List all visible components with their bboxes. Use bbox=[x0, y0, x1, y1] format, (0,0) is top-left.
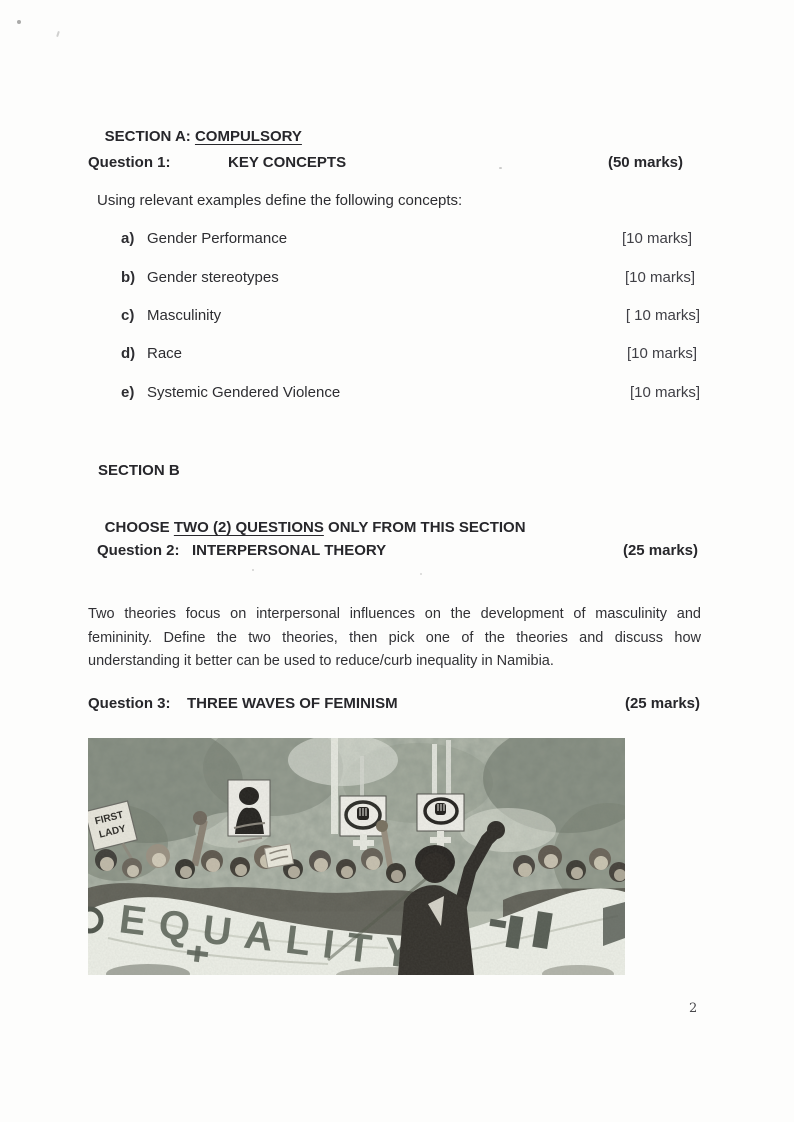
question2-marks: (25 marks) bbox=[622, 542, 698, 559]
scan-speck bbox=[420, 573, 422, 575]
question1-marks: (50 marks) bbox=[607, 154, 683, 171]
question1-label: Question 1: bbox=[88, 154, 171, 171]
question2-body: Two theories focus on interpersonal influences on the development of masculinity and femininity. Define the two theories, then pick one of the theories and discuss how understanding it better can be used to reduce/curb inequality in Namibia. bbox=[88, 606, 701, 669]
instruction-prefix: CHOOSE bbox=[104, 519, 174, 536]
section-a-heading-underlined: COMPULSORY bbox=[194, 128, 302, 145]
question2-title: INTERPERSONAL THEORY bbox=[192, 542, 387, 559]
item-marks: [10 marks] bbox=[621, 230, 692, 247]
protest-photo bbox=[88, 738, 625, 975]
question2-label: Question 2: bbox=[97, 542, 180, 559]
section-a-heading-prefix: SECTION A: bbox=[104, 128, 195, 145]
question3-title: THREE WAVES OF FEMINISM bbox=[187, 695, 398, 712]
item-marks: [10 marks] bbox=[629, 384, 700, 401]
scan-speck bbox=[499, 167, 502, 169]
photo-grain bbox=[88, 738, 625, 975]
scan-speck bbox=[252, 569, 254, 571]
question1-intro: Using relevant examples define the following concepts: bbox=[97, 192, 463, 209]
item-marks: [ 10 marks] bbox=[625, 307, 700, 324]
question1-title: KEY CONCEPTS bbox=[228, 154, 347, 171]
item-label: Gender Performance bbox=[147, 230, 288, 247]
item-letter: e) bbox=[121, 384, 135, 401]
section-b-heading: SECTION B bbox=[98, 462, 180, 479]
instruction-underlined: TWO (2) QUESTIONS bbox=[173, 519, 324, 536]
item-label: Systemic Gendered Violence bbox=[147, 384, 341, 401]
instruction-suffix: ONLY FROM THIS SECTION bbox=[323, 519, 526, 536]
protest-photo-svg bbox=[88, 738, 625, 975]
item-label: Race bbox=[147, 345, 183, 362]
item-letter: b) bbox=[121, 269, 136, 286]
item-marks: [10 marks] bbox=[626, 345, 697, 362]
question3-label: Question 3: bbox=[88, 695, 171, 712]
page-number: 2 bbox=[689, 1001, 698, 1016]
item-letter: c) bbox=[121, 307, 135, 324]
item-letter: a) bbox=[121, 230, 135, 247]
question3-marks: (25 marks) bbox=[624, 695, 700, 712]
item-marks: [10 marks] bbox=[624, 269, 695, 286]
item-letter: d) bbox=[121, 345, 136, 362]
scan-speck bbox=[56, 31, 60, 37]
item-label: Masculinity bbox=[147, 307, 222, 324]
scan-speck bbox=[17, 20, 21, 24]
item-label: Gender stereotypes bbox=[147, 269, 279, 286]
